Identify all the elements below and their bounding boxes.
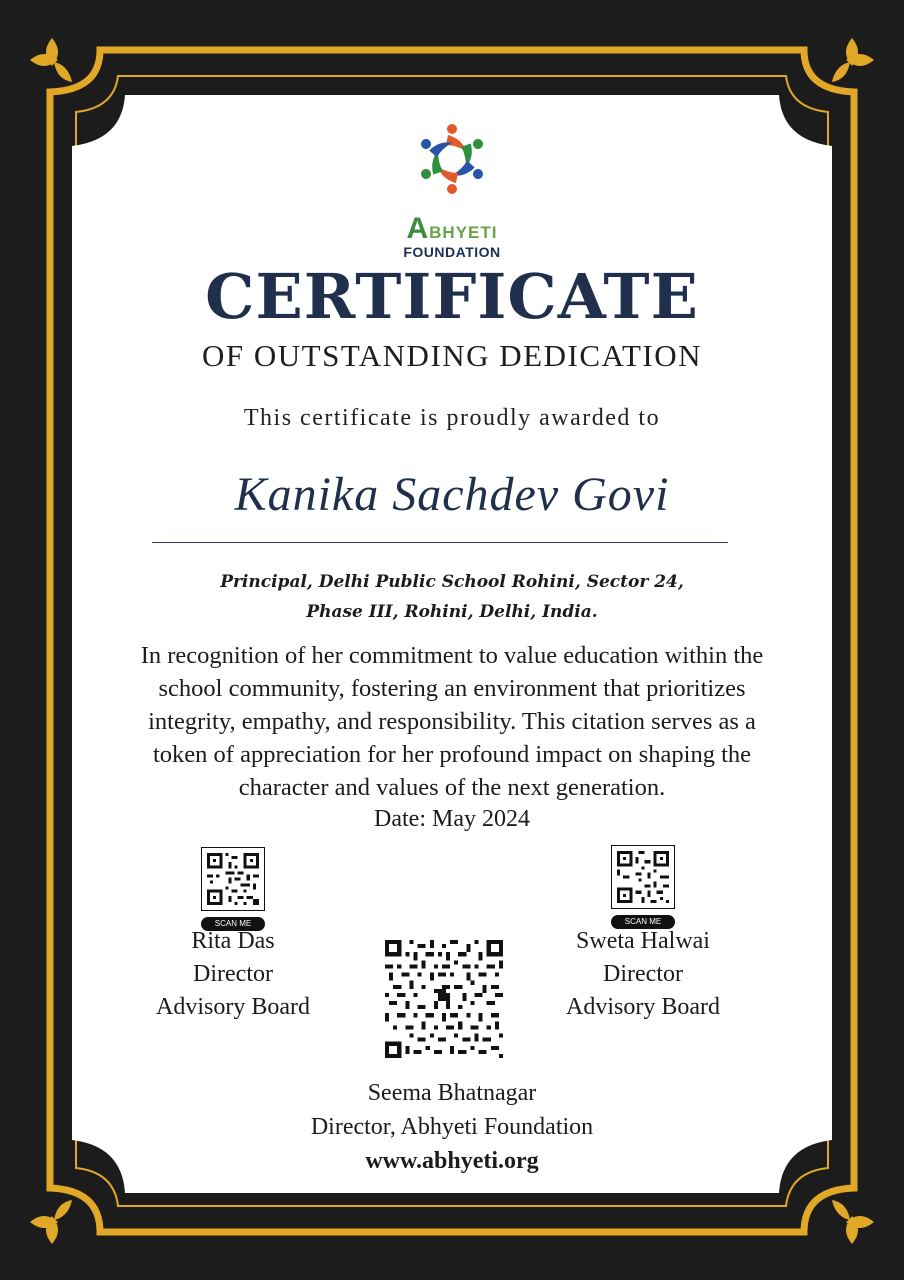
logo-name — [72, 212, 832, 245]
center-qr-code[interactable] — [385, 940, 503, 1058]
foundation-logo — [72, 121, 832, 260]
footer — [72, 1076, 832, 1178]
right-signer-qr[interactable] — [611, 845, 675, 929]
logo-initial: A — [406, 212, 430, 245]
citation-line: character and values of the next generation. — [238, 774, 666, 801]
citation-line: token of appreciation for her profound impact on shaping the — [152, 741, 752, 768]
certificate-date: Date: May 2024 — [374, 806, 530, 832]
recipient-name: Kanika Sachdev Govi — [234, 468, 670, 521]
website-link[interactable]: www.abhyeti.org — [365, 1148, 539, 1174]
signer-role: Director — [603, 961, 683, 987]
scan-me-label: SCAN ME — [201, 917, 265, 931]
logo-name-rest: BHYETI — [429, 223, 498, 242]
certificate-paper — [72, 95, 832, 1193]
citation-text — [92, 639, 812, 804]
position-line-2: Phase III, Rohini, Delhi, India. — [306, 602, 598, 622]
qr-code-icon — [611, 845, 675, 909]
scan-me-label: SCAN ME — [611, 915, 675, 929]
citation-line: integrity, empathy, and responsibility. This citation serves as a — [148, 708, 756, 735]
people-circle-logo-icon — [412, 121, 492, 197]
signer-name: Sweta Halwai — [576, 928, 710, 954]
position-line-1: Principal, Delhi Public School Rohini, Sector 24, — [220, 572, 684, 592]
citation-line: school community, fostering an environment that prioritizes — [158, 675, 746, 702]
left-signer — [142, 925, 324, 1024]
logo-subtitle: FOUNDATION — [403, 244, 501, 260]
citation-line: In recognition of her commitment to value education within the — [140, 642, 764, 669]
signer-board: Advisory Board — [566, 994, 720, 1020]
certificate-subtitle: OF OUTSTANDING DEDICATION — [202, 338, 702, 373]
left-signer-qr[interactable] — [201, 847, 265, 931]
name-underline — [152, 542, 728, 543]
awarded-to-text: This certificate is proudly awarded to — [243, 405, 661, 431]
signer-board: Advisory Board — [156, 994, 310, 1020]
certificate-title: CERTIFICATE — [205, 260, 699, 333]
footer-title: Director, Abhyeti Foundation — [310, 1114, 594, 1140]
signer-role: Director — [193, 961, 273, 987]
signer-name: Rita Das — [191, 928, 275, 954]
footer-name: Seema Bhatnagar — [367, 1080, 537, 1106]
qr-code-icon — [201, 847, 265, 911]
right-signer — [550, 925, 736, 1024]
recipient-position — [72, 567, 832, 627]
